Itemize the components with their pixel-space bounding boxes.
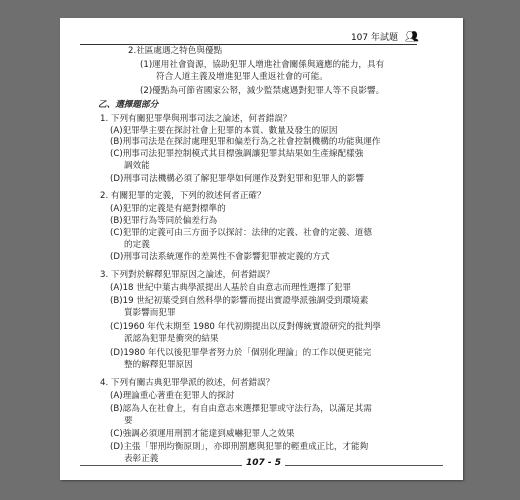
option-line: (D)1980 年代以後犯罪學者努力於「個別化理論」的工作以便更能完 — [110, 348, 372, 358]
people-icon: 👥︎ — [405, 30, 419, 43]
point-line: (2)優點為可節省國家公帑，減少監禁處遇對犯罪人等不良影響。 — [140, 86, 385, 96]
point-line: 符合人道主義及增進犯罪人重返社會的可能。 — [156, 72, 328, 82]
question-stem: 2. 有關犯罪的定義，下列的敘述何者正確？ — [100, 191, 266, 201]
option-line: (D)主張「罪刑均衡原則」，亦即刑罰應與犯罪的輕重成正比，才能夠 — [110, 442, 369, 452]
option-line: 質影響而犯罪 — [124, 308, 176, 318]
option-line: (C)1960 年代末期至 1980 年代初期提出以反對傳統實證研究的批判學 — [110, 322, 381, 332]
option-line: 的定義 — [124, 240, 150, 250]
option-line: 派認為犯罪是衝突的結果 — [124, 334, 219, 344]
section-b-heading: 乙、選擇題部分 — [98, 100, 159, 110]
option-line: (B)19 世紀初葉受到自然科學的影響而提出實證學派強調受到環境素 — [110, 296, 369, 306]
option-line: (C)犯罪的定義可由三方面予以探討：法律的定義、社會的定義、道德 — [110, 228, 372, 238]
question-stem: 3. 下列對於解釋犯罪原因之論述，何者錯誤？ — [100, 270, 275, 280]
point-line: (1)運用社會資源，協助犯罪人增進社會關係與適應的能力，具有 — [140, 60, 385, 70]
option-line: (D)刑事司法機構必須了解犯罪學如何運作及對犯罪和犯罪人的影響 — [110, 174, 364, 184]
option-line: (A)犯罪學主要在探討社會上犯罪的本質、數量及發生的原因 — [110, 126, 338, 136]
page-header — [60, 30, 463, 46]
question-stem: 4. 下列有關古典犯罪學派的敘述，何者錯誤？ — [100, 378, 275, 388]
option-line: (B)刑事司法是在探討處理犯罪和偏差行為之社會控制機構的功能與運作 — [110, 137, 381, 147]
header-rule — [80, 44, 417, 45]
option-line: (A)理論重心著重在犯罪人的探討 — [110, 391, 235, 401]
section-a-heading: 2.社區處遇之特色與優點 — [128, 46, 223, 56]
page-number: 107 - 5 — [242, 458, 285, 468]
page-footer — [60, 458, 463, 472]
option-line: (D)刑事司法系統運作的差異性不會影響犯罪被定義的方式 — [110, 252, 330, 262]
option-line: (C)強調必須運用刑罰才能達到威嚇犯罪人之效果 — [110, 429, 295, 439]
option-line: (A)18 世紀中葉古典學派提出人基於自由意志而理性選擇了犯罪 — [110, 283, 352, 293]
question-stem: 1. 下列有關犯罪學與刑事司法之論述，何者錯誤？ — [100, 114, 292, 124]
option-line: (B)認為人在社會上，有自由意志來選擇犯罪或守法行為，以滿足其需 — [110, 404, 372, 414]
option-line: 整的解釋犯罪原因 — [124, 360, 193, 370]
exam-page — [60, 18, 463, 480]
option-line: (C)刑事司法犯罪控制模式其目標強調讓犯罪其結果如生產線配樣強 — [110, 149, 364, 159]
option-line: (A)犯罪的定義是有絕對標準的 — [110, 204, 226, 214]
option-line: (B)犯罪行為等同於偏差行為 — [110, 216, 218, 226]
option-line: 要 — [124, 416, 133, 426]
option-line: 調效能 — [124, 161, 150, 171]
header-title: 107 年試題 — [348, 30, 401, 43]
option-line: 表彰正義 — [124, 454, 159, 464]
